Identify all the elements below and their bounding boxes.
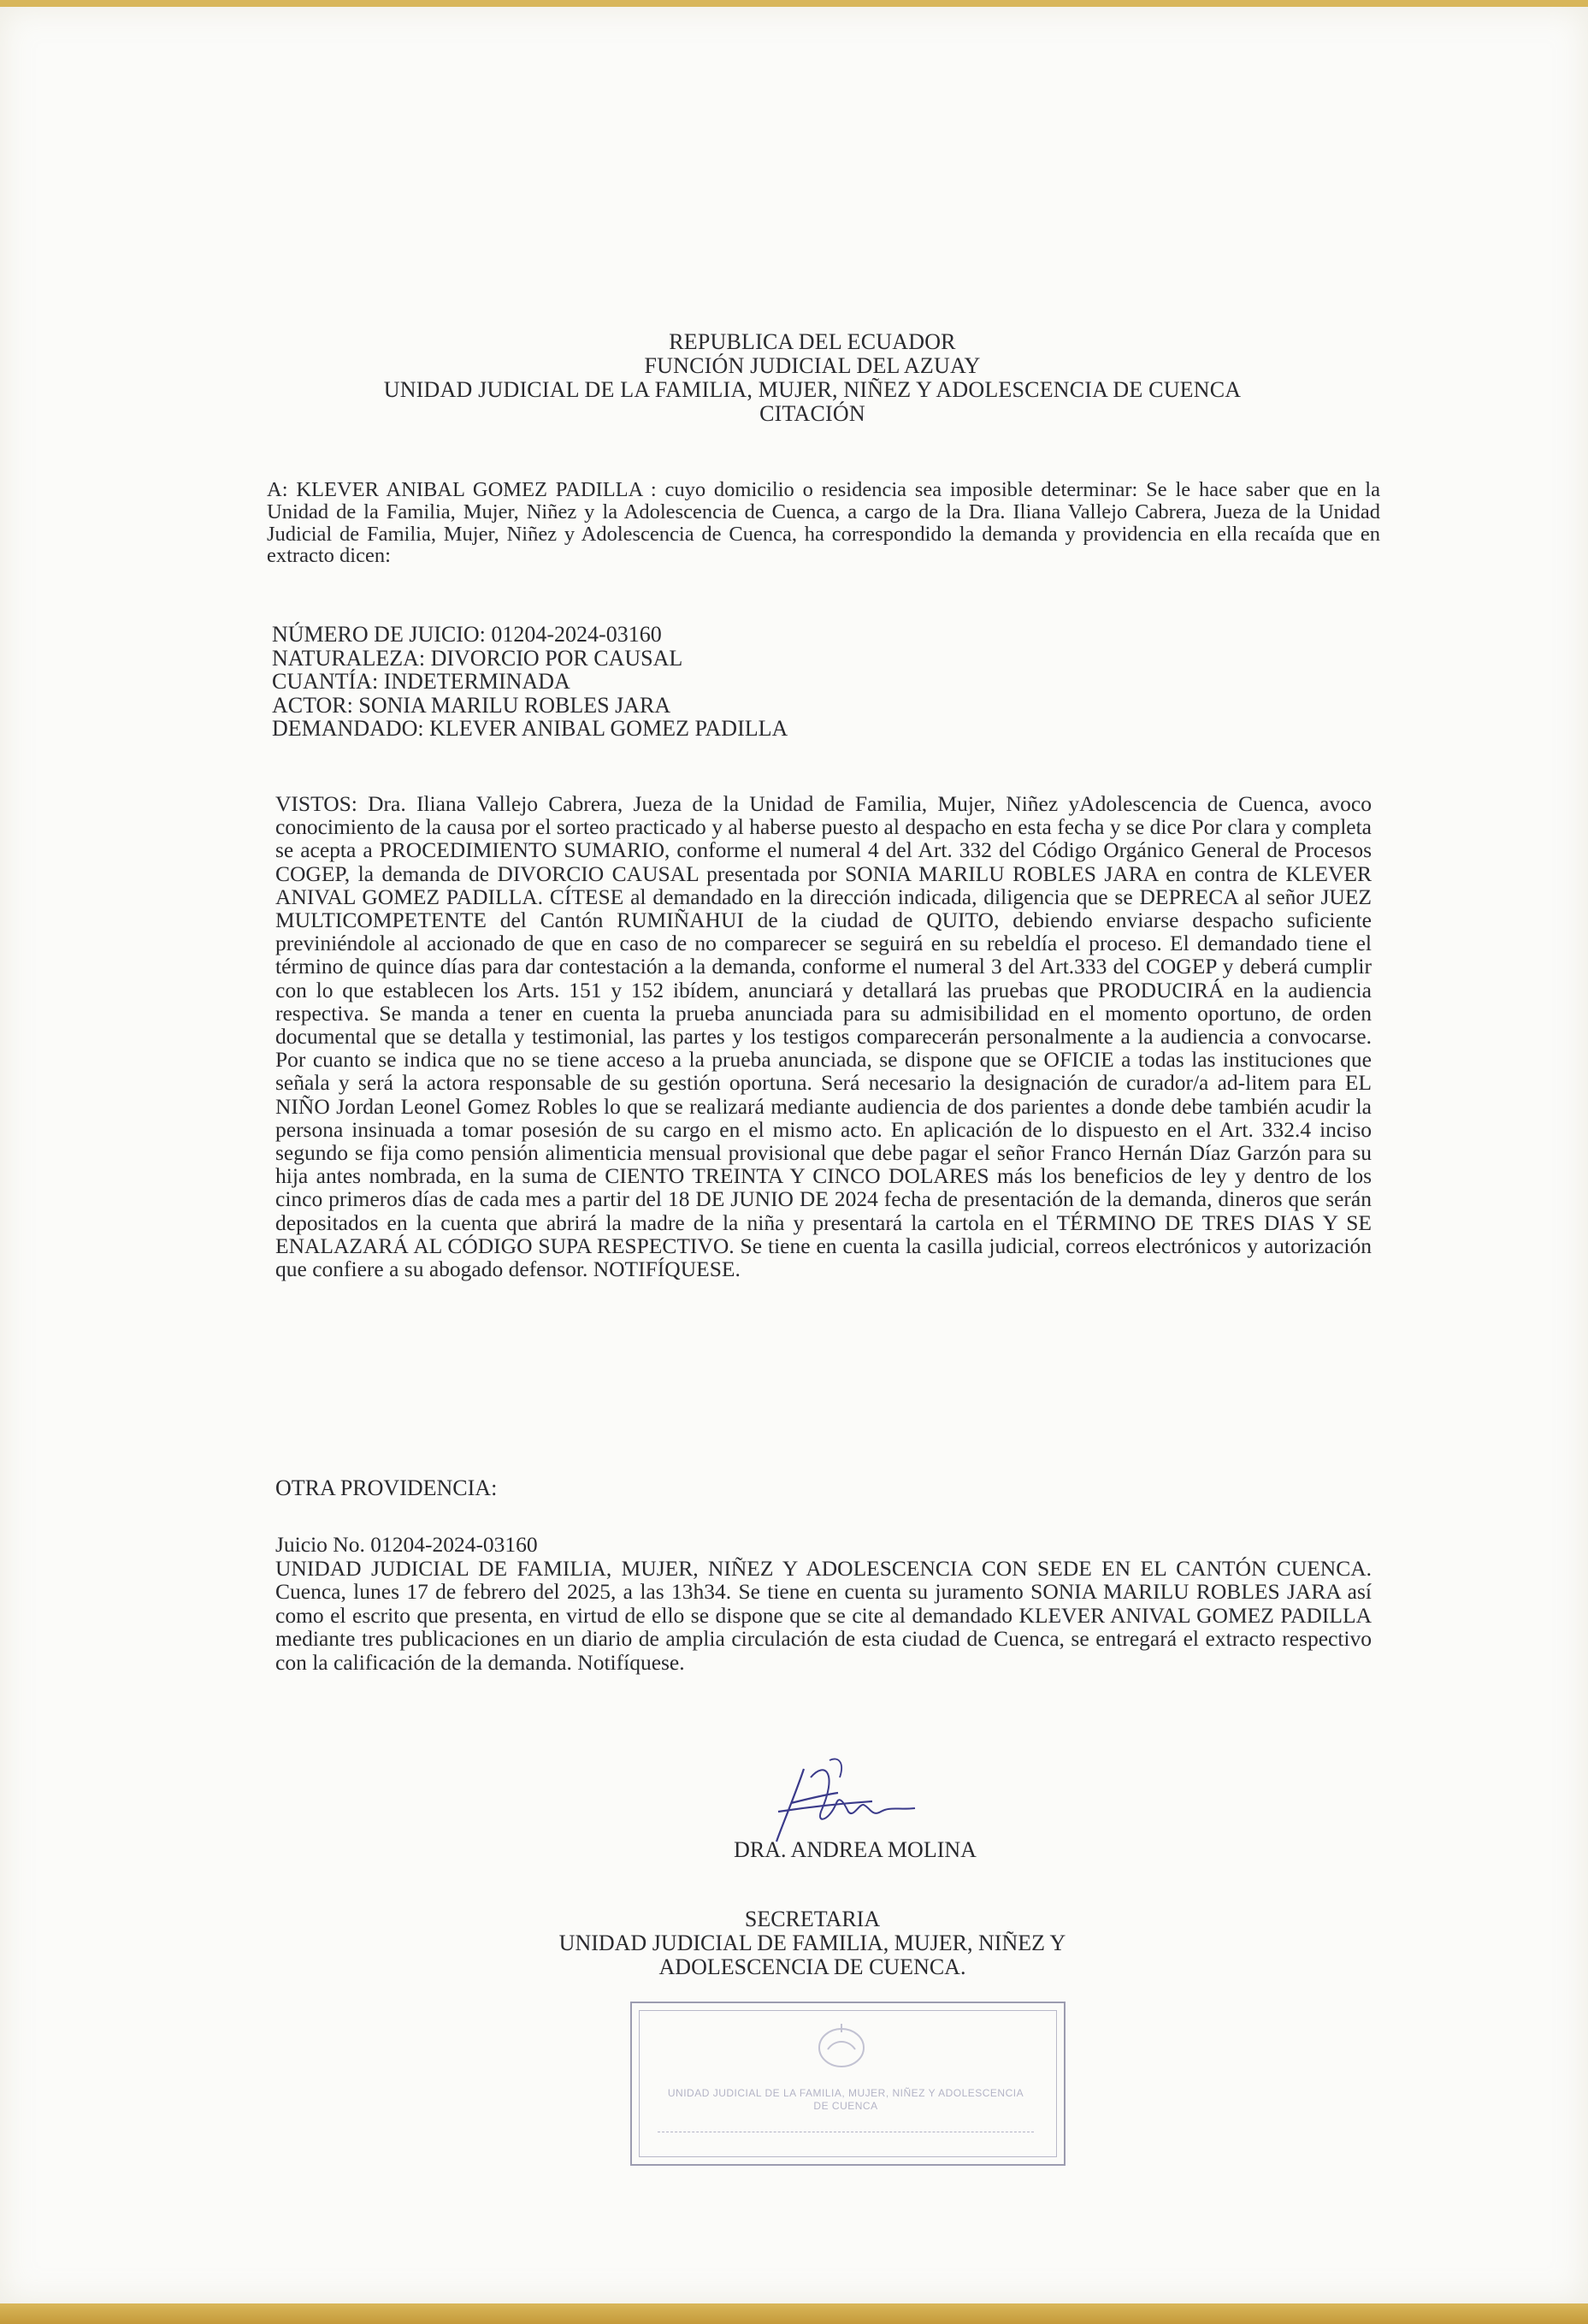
vistos-paragraph: VISTOS: Dra. Iliana Vallejo Cabrera, Jueza de la Unidad de Familia, Mujer, Niñez yAdolescencia de Cuenca, avoco conocimiento de la causa por el sorteo practicado y al haberse puesto al despacho en esta fecha y se dice Por clara y completa se acepta a PROCEDIMIENTO SUMARIO, conforme el numeral 4 del Art. 332 del Código Orgánico General de Procesos COGEP, la demanda de DIVORCIO CAUSAL presentada por SONIA MARILU ROBLES JARA en contra de KLEVER ANIVAL GOMEZ PADILLA. CÍTESE al demandado en la dirección indicada, diligencia que se DEPRECA al señor JUEZ MULTICOMPETENTE del Cantón RUMIÑAHUI de la ciudad de QUITO, debiendo enviarse despacho suficiente previniéndole al accionado de que en caso de no comparecer se seguirá en su rebeldía el proceso. El demandado tiene el término de quince días para dar contestación a la demanda, conforme el numeral 3 del Art.333 del COGEP y deberá cumplir con lo que establecen los Arts. 151 y 152 ibídem, anunciará y detallará las pruebas que PRODUCIRÁ en la audiencia respectiva. Se manda a tener en cuenta la prueba anunciada para su admisibilidad en el momento oportuno, de orden documental que se detalla y testimonial, las partes y los testigos comparecerán personalmente a la audiencia a convocarse. Por cuanto se indica que no se tiene acceso a la prueba anunciada, se dispone que se OFICIE a todas las instituciones que señala y será la actora responsable de su gestión oportuna. Será necesario la designación de curador/a ad-litem para EL NIÑO Jordan Leonel Gomez Robles lo que se realizará mediante audiencia de dos parientes a donde debe también acudir la persona insinuada a tomar posesión de su cargo en el mismo acto. En aplicación de lo dispuesto en el Art. 332.4 inciso segundo se fija como pensión alimenticia mensual provisional que debe pagar el señor Franco Hernán Díaz Garzón para su hija antes nombrada, en la suma de CIENTO TREINTA Y CINCO DOLARES más los beneficios de ley y dentro de los cinco primeros días de cada mes a partir del 18 DE JUNIO DE 2024 fecha de presentación de la demanda, dineros que serán depositados en la cuenta que abrirá la madre de la niña y presentará la cartola en el TÉRMINO DE TRES DIAS Y SE ENALAZARÁ AL CÓDIGO SUPA RESPECTIVO. Se tiene en cuenta la casilla judicial, correos electrónicos y autorización que confiere a su abogado defensor. NOTIFÍQUESE. <box>275 791 1372 1282</box>
secretaria-block <box>479 1907 1146 1979</box>
court-stamp <box>630 2002 1066 2166</box>
secretaria-unit-line2: ADOLESCENCIA DE CUENCA. <box>658 1954 966 1979</box>
document-page <box>0 7 1588 2303</box>
intro-paragraph: A: KLEVER ANIBAL GOMEZ PADILLA : cuyo domicilio o residencia sea imposible determinar: Se le hace saber que en la Unidad de la Familia, Mujer, Niñez y la Adolescencia de Cuenca, a cargo de la Dra. Iliana Vallejo Cabrera, Jueza de la Unidad Judicial de Familia, Mujer, Niñez y Adolescencia de Cuenca, ha correspondido la demanda y providencia en ella recaída que en extracto dicen: <box>267 478 1380 568</box>
juicio-text: UNIDAD JUDICIAL DE FAMILIA, MUJER, NIÑEZ Y ADOLESCENCIA CON SEDE EN EL CANTÓN CUENCA. Cuenca, lunes 17 de febrero del 2025, a las 13h34. Se tiene en cuenta su juramento SONIA MARILU ROBLES JARA así como el escrito que presenta, en virtud de ello se dispone que se cite al demandado KLEVER ANIVAL GOMEZ PADILLA mediante tres publicaciones en un diario de amplia circulación de esta ciudad de Cuenca, se entregará el extracto respectivo con la calificación de la demanda. Notifíquese. <box>275 1555 1372 1675</box>
otra-providencia-heading: OTRA PROVIDENCIA: <box>275 1475 498 1500</box>
header-function: FUNCIÓN JUDICIAL DEL AZUAY <box>644 353 981 378</box>
case-fields <box>272 623 1042 741</box>
field-naturaleza: NATURALEZA: DIVORCIO POR CAUSAL <box>272 645 683 671</box>
field-cuantia: CUANTÍA: INDETERMINADA <box>272 669 570 694</box>
header-unit: UNIDAD JUDICIAL DE LA FAMILIA, MUJER, NIÑEZ Y ADOLESCENCIA DE CUENCA <box>383 377 1242 402</box>
juicio-number: Juicio No. 01204-2024-03160 <box>275 1532 538 1557</box>
envelope-edge-top <box>0 0 1588 7</box>
secretaria-title: SECRETARIA <box>744 1907 881 1931</box>
field-actor: ACTOR: SONIA MARILU ROBLES JARA <box>272 692 671 718</box>
field-numero: NÚMERO DE JUICIO: 01204-2024-03160 <box>272 622 662 647</box>
document-header <box>257 330 1368 426</box>
stamp-text-line1: UNIDAD JUDICIAL DE LA FAMILIA, MUJER, NIÑEZ Y ADOLESCENCIA <box>667 2087 1024 2099</box>
signer-name: DRA. ANDREA MOLINA <box>734 1837 977 1862</box>
stamp-text <box>649 2087 1042 2113</box>
secretaria-unit-line1: UNIDAD JUDICIAL DE FAMILIA, MUJER, NIÑEZ Y <box>558 1931 1066 1955</box>
stamp-text-line2: DE CUENCA <box>813 2100 878 2112</box>
envelope-edge-bottom <box>0 2303 1588 2324</box>
header-country: REPUBLICA DEL ECUADOR <box>669 329 956 354</box>
header-title: CITACIÓN <box>759 401 865 426</box>
juicio-paragraph <box>275 1533 1372 1674</box>
signature-icon <box>744 1752 949 1850</box>
field-demandado: DEMANDADO: KLEVER ANIBAL GOMEZ PADILLA <box>272 716 788 741</box>
seal-icon <box>790 2014 893 2073</box>
